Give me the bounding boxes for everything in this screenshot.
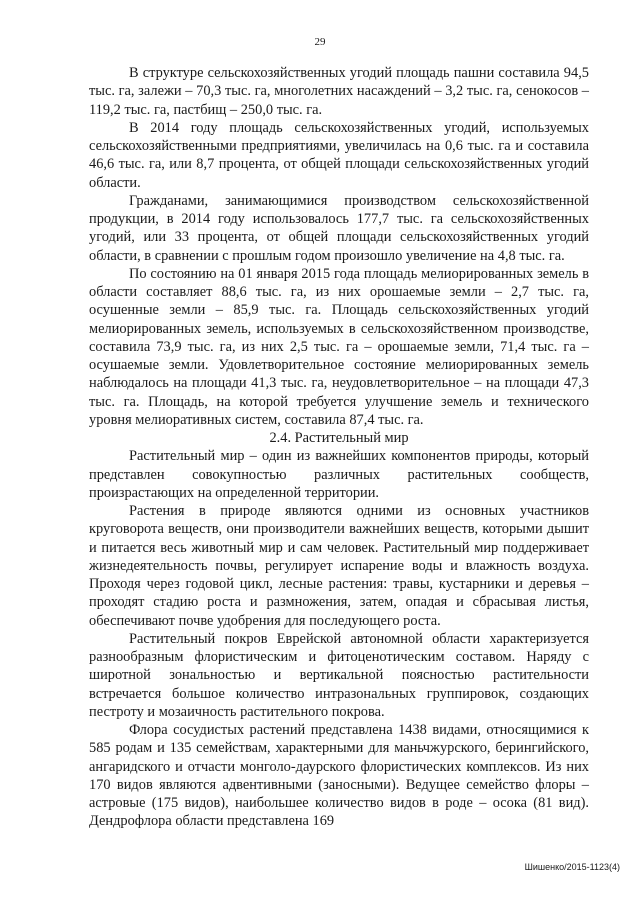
paragraph: Флора сосудистых растений представлена 1438 видами, относящимися к 585 родам и 135 семействам, характерными для маньчжурского, берингийского, ангаридского и отчасти монголо-даурского флористических комплексов. Из них 170 видов являются адвентивными (заносными). Ведущее семейство флоры – астровые (175 видов), наибольшее количество видов в роде – осока (81 вид). Дендрофлора области представлена 169 [89, 722, 589, 830]
page-number: 29 [314, 36, 326, 48]
paragraph: В 2014 году площадь сельскохозяйственных угодий, используемых сельскохозяйственными предприятиями, увеличилась на 0,6 тыс. га и составила 46,6 тыс. га, или 8,7 процента, от общей площади сельскохозяйственных угодий области. [89, 119, 589, 191]
document-body [89, 64, 589, 831]
paragraph: В структуре сельскохозяйственных угодий площадь пашни составила 94,5 тыс. га, залежи – 70,3 тыс. га, многолетних насаждений – 3,2 тыс. га, сенокосов – 119,2 тыс. га, пастбищ – 250,0 тыс. га. [89, 65, 589, 118]
paragraph: Растения в природе являются одними из основных участников круговорота веществ, они производители важнейших веществ, которыми дышит и питается весь животный мир и сам человек. Растительный мир поддерживает жизнедеятельность почвы, регулирует испарение воды и влажность воздуха. Проходя через годовой цикл, лесные растения: травы, кустарники и деревья – проходят стадию роста и размножения, затем, опадая и сбрасывая листья, обеспечивают почве удобрения для последующего роста. [89, 503, 589, 629]
paragraph: Гражданами, занимающимися производством сельскохозяйственной продукции, в 2014 году использовалось 177,7 тыс. га сельскохозяйственных угодий, или 33 процента, от общей площади сельскохозяйственных угодий области, в сравнении с прошлым годом произошло увеличение на 4,8 тыс. га. [89, 192, 589, 264]
document-footer-code: Шишенко/2015-1123(4) [524, 862, 620, 872]
section-heading: 2.4. Растительный мир [269, 430, 409, 446]
paragraph: По состоянию на 01 января 2015 года площадь мелиорированных земель в области составляет 88,6 тыс. га, из них орошаемые земли – 2,7 тыс. га, осушенные земли – 85,9 тыс. га. Площадь сельскохозяйственных угодий мелиорированных земель, используемых в сельскохозяйственном производстве, составила 73,9 тыс. га, из них 2,5 тыс. га – орошаемые земли, 71,4 тыс. га – осушаемые земли. Удовлетворительное состояние мелиорированных земель наблюдалось на площади 41,3 тыс. га, неудовлетворительное – на площади 47,3 тыс. га. Площадь, на которой требуется улучшение земель и технического уровня мелиоративных систем, составила 87,4 тыс. га. [89, 265, 589, 428]
paragraph: Растительный мир – один из важнейших компонентов природы, который представлен совокупностью различных растительных сообществ, произрастающих на определенной территории. [89, 448, 589, 501]
paragraph: Растительный покров Еврейской автономной области характеризуется разнообразным флористическим и фитоценотическим составом. Наряду с широтной зональностью и вертикальной поясностью растительности встречается большое количество интразональных группировок, создающих пестроту и мозаичность растительного покрова. [89, 630, 589, 720]
